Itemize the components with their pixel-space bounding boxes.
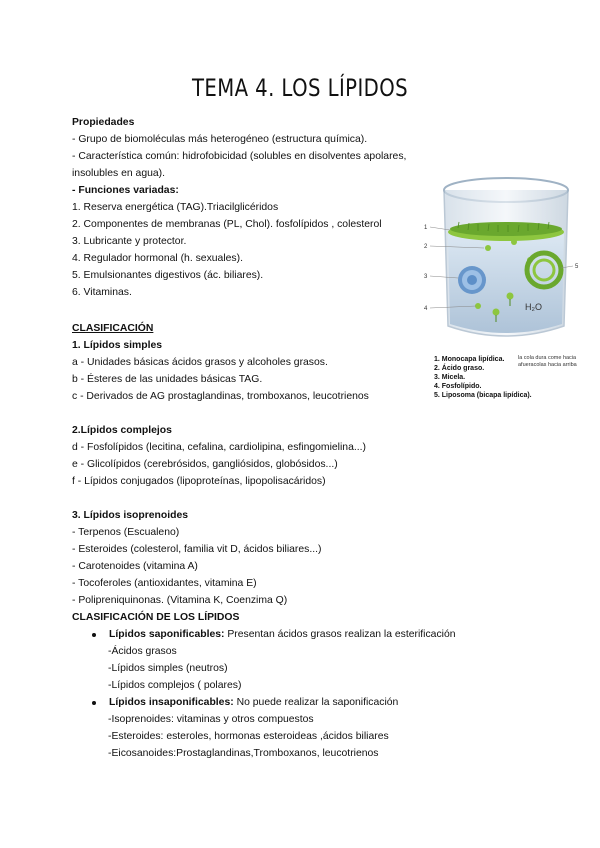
bullet-icon (92, 633, 96, 637)
isoprenoides-item: - Carotenoides (vitamina A) (72, 561, 198, 572)
funcion-item: 4. Regulador hormonal (h. sexuales). (72, 253, 243, 264)
simples-item: b - Ésteres de las unidades básicas TAG. (72, 374, 263, 385)
propiedades-heading: Propiedades (72, 117, 135, 128)
figure-label-4: 4 (424, 306, 428, 312)
saponificables-item: -Lípidos complejos ( polares) (108, 680, 242, 691)
legend-item: 1. Monocapa lipídica. (434, 356, 505, 363)
bullet-icon (92, 701, 96, 705)
figure-label-5: 5 (575, 264, 579, 270)
simples-item: c - Derivados de AG prostaglandinas, tromboxanos, leucotrienos (72, 391, 369, 402)
insaponificables-item: -Eicosanoides:Prostaglandinas,Tromboxanos, leucotrienos (108, 748, 379, 759)
legend-item: 2. Ácido graso. (434, 365, 485, 372)
propiedades-section (72, 114, 412, 301)
isoprenoides-heading: 3. Lípidos isoprenoides (72, 510, 189, 521)
isoprenoides-item: - Esteroides (colesterol, familia vit D, ácidos biliares...) (72, 544, 322, 555)
complejos-item: e - Glicolípidos (cerebrósidos, gangliósidos, globósidos...) (72, 459, 338, 470)
clasificacion-heading: CLASIFICACIÓN (72, 323, 154, 334)
clasificacion-lipidos-heading: CLASIFICACIÓN DE LOS LÍPIDOS (72, 612, 240, 623)
legend-item: 3. Micela. (434, 374, 466, 381)
saponificables-item: -Lípidos simples (neutros) (108, 663, 228, 674)
complejos-item: f - Lípidos conjugados (lipoproteínas, lipopolisacáridos) (72, 476, 326, 487)
insaponificables-text: No puede realizar la saponificación (233, 697, 399, 708)
handwritten-note: la cola dura come hacia afueracolas hacia arriba (518, 355, 577, 368)
simples-item: a - Unidades básicas ácidos grasos y alcoholes grasos. (72, 357, 328, 368)
funcion-item: 2. Componentes de membranas (PL, Chol). fosfolípidos , colesterol (72, 219, 382, 230)
insaponificables-item: -Isoprenoides: vitaminas y otros compuestos (108, 714, 314, 725)
isoprenoides-item: - Polipreniquinonas. (Vitamina K, Coenzima Q) (72, 595, 288, 606)
water-label: H₂O (525, 302, 542, 312)
complejos-heading: 2.Lípidos complejos (72, 425, 172, 436)
figure-legend (434, 355, 532, 400)
isoprenoides-item: - Tocoferoles (antioxidantes, vitamina E) (72, 578, 257, 589)
saponificables-text: Presentan ácidos grasos realizan la esterificación (224, 629, 456, 640)
spacer (72, 490, 432, 507)
funcion-item: 1. Reserva energética (TAG).Triacilglicéridos (72, 202, 279, 213)
simples-heading: 1. Lípidos simples (72, 340, 163, 351)
funcion-item: 3. Lubricante y protector. (72, 236, 187, 247)
lipid-monolayer-top (450, 222, 562, 236)
insaponificables-line (72, 694, 432, 711)
page-title: TEMA 4. LOS LÍPIDOS (191, 74, 409, 102)
saponificables-label: Lípidos saponificables: (109, 629, 225, 640)
figure-label-3: 3 (424, 274, 428, 280)
propiedades-line: - Característica común: hidrofobicidad (solubles en disolventes apolares, (72, 151, 407, 162)
funciones-heading: - Funciones variadas: (72, 185, 179, 196)
micelle (458, 266, 486, 294)
legend-item: 4. Fosfolípido. (434, 383, 482, 390)
funcion-item: 6. Vitaminas. (72, 287, 132, 298)
insaponificables-item: -Esteroides: esteroles, hormonas esteroideas ,ácidos biliares (108, 731, 389, 742)
legend-item: 5. Liposoma (bicapa lipídica). (434, 392, 532, 399)
saponificables-item: -Ácidos grasos (108, 646, 177, 657)
figure-label-2: 2 (424, 244, 428, 250)
complejos-item: d - Fosfolípidos (lecitina, cefalina, cardiolipina, esfingomielina...) (72, 442, 366, 453)
propiedades-line: insolubles en agua). (72, 168, 166, 179)
propiedades-line: - Grupo de biomoléculas más heterogéneo (estructura química). (72, 134, 368, 145)
insaponificables-label: Lípidos insaponificables: (109, 697, 234, 708)
funcion-item: 5. Emulsionantes digestivos (ác. biliares). (72, 270, 264, 281)
spacer (72, 405, 432, 422)
figure-label-1: 1 (424, 225, 428, 231)
isoprenoides-item: - Terpenos (Escualeno) (72, 527, 180, 538)
saponificables-line (72, 626, 456, 643)
